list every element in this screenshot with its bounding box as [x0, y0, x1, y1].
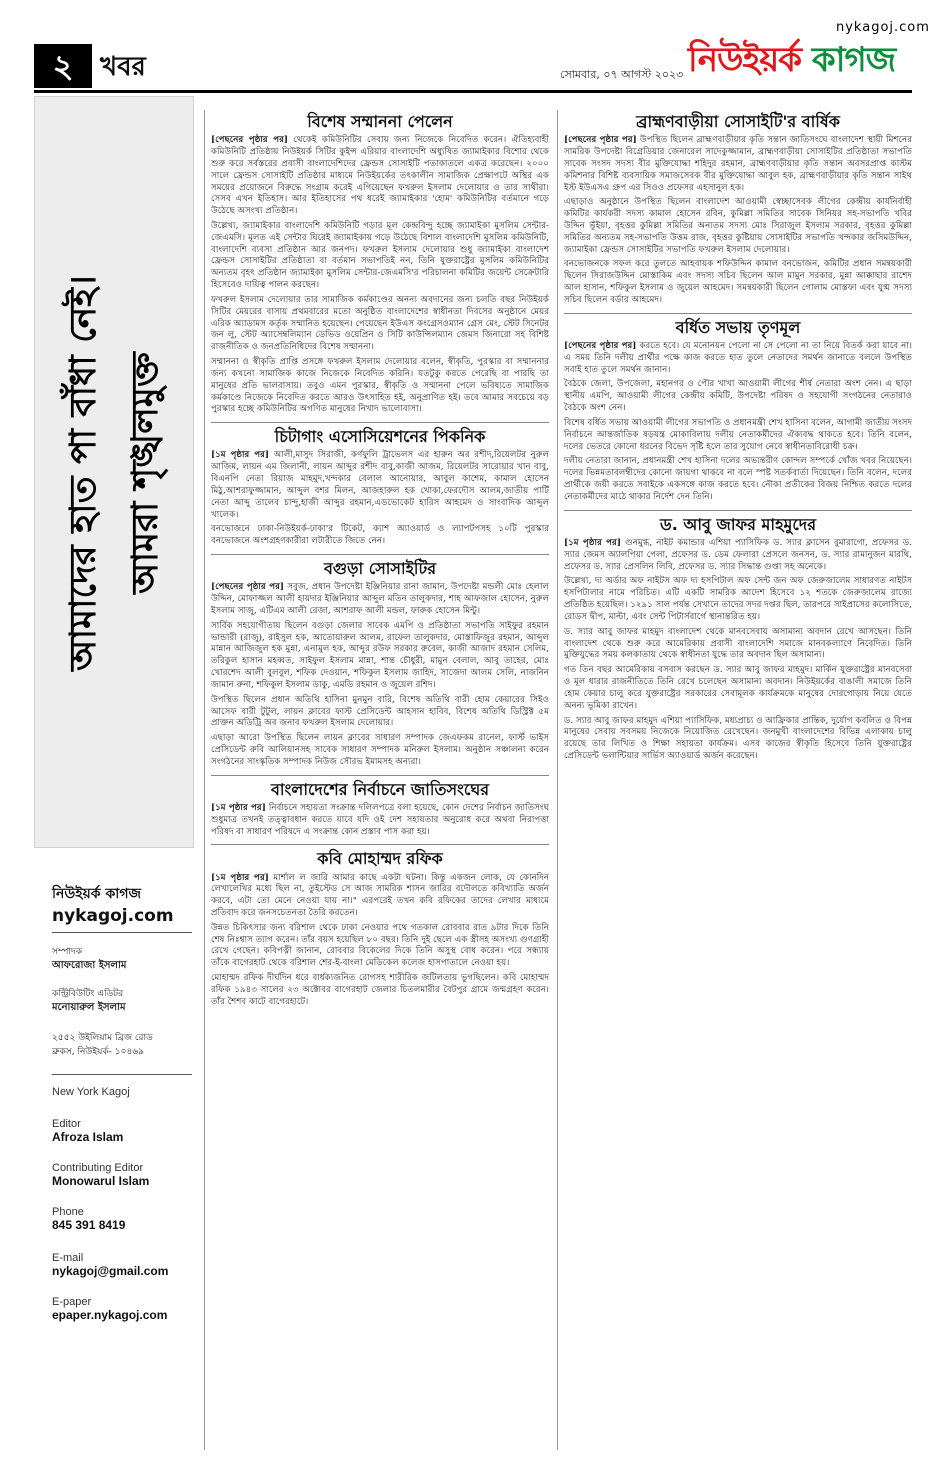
article-headline[interactable]: বিশেষ সম্মাননা পেলেন	[307, 112, 453, 131]
article-paragraph	[564, 259, 912, 306]
article-paragraph	[211, 621, 549, 692]
paragraph-text: বিশেষ বর্ধিত সভায় আওয়ামী লীগের সভাপতি ও প্রধানমন্ত্রী শেখ হাসিনা বলেন, আগামী জাতীয় সংসদ নির্বাচনে আন্তর্জাতিক ষড়যন্ত্র মোকাবিলায় দলীয় নেতাকর্মীদের ঐক্যবদ্ধ থাকতে হবে। তিনি বলেন, দলের ভেতরে কোনো ধরনের বিভেদ সৃষ্টি হলে তার সুযোগ নেবে স্বাধীনতাবিরোধী চক্র।	[564, 417, 912, 452]
en-contrib-label: Contributing Editor	[52, 1162, 144, 1174]
article-body	[211, 803, 549, 838]
slogan-line-2: আমরা শৃঙ্খলমুক্ত	[125, 352, 166, 594]
article-paragraph	[564, 197, 912, 256]
article-headline[interactable]: ব্রাহ্মণবাড়ীয়া সোসাইটি'র বার্ষিক	[636, 112, 840, 131]
paragraph-text: নির্বাচনে সহায়তা সংক্রান্ত দলিলপত্রে বলা হয়েছে, কোন দেশের নির্বাচন জাতিসংঘ শুধুমাত্র তখনই তত্ত্বাবধান করতে যাবে যদি ওই দেশ সহায়তার অনুরোধ করে অথবা নিরাপত্তা পরিষদ বা সাধারণ পরিষদে এ সংক্রান্ত কোন প্রস্তাব পাস করা হয়।	[211, 802, 549, 837]
article-paragraph	[211, 524, 549, 548]
paragraph-text: দলীয় নেতারা জানান, প্রধানমন্ত্রী শেখ হাসিনা দলের অভ্যন্তরীণ কোন্দল সম্পর্কে খোঁজ খবর নিয়েছেন। দলের ভিন্নমতাবলম্বীদের কোনো জায়গা থাকবে না বলে স্পষ্ট সতর্কবার্তা দিয়েছেন। তিনি বলেন, দলের প্রার্থীকে জয়ী করতে সবাইকে একসঙ্গে কাজ করতে হবে। নৌকা প্রতীকের বিজয় নিশ্চিত করতে দলের নেতাকর্মীদের মাঠে থাকার নির্দেশ দেন তিনি।	[564, 456, 912, 502]
article	[564, 313, 912, 504]
header-divider	[34, 90, 912, 93]
paragraph-text: সম্মাননা ও স্বীকৃতি প্রাপ্তি প্রসঙ্গে ফখরুল ইসলাম দেলোয়ার বলেন, স্বীকৃতি, পুরস্কার বা সম্মাননার জন্য কখনো সামাজিক কাজে নিজেকে নিবেদিত করিনি। যতটুকু করতে পেরেছি বা পারছি তা মানুষের প্রতি ভালবাসায়। তবুও এমন পুরস্কার, স্বীকৃতি ও সম্মাননা পেলে ভবিষ্যতে সামাজিক কর্মকাণ্ডে নিজেকে নিবেদিত করতে আরও উৎসাহিত হই, অনুপ্রাণিত হই। তবে আমার সবচেয়ে বড় পুরস্কার হচ্ছে কমিউনিটির অগণিত মানুষের নিখাদ ভালোবাসা।	[211, 357, 549, 415]
phone-number[interactable]: 845 391 8419	[52, 1218, 126, 1232]
paragraph-text: উল্লেখ্য, জ্যামাইকার বাংলাদেশি কমিউনিটি গড়ার মূল কেন্দ্রবিন্দু হচ্ছে জ্যামাইকা মুসলিম সেন্টার-জেএমসি। মূলত এই সেন্টার ঘিরেই জ্যামাইকায় গড়ে উঠেছে বিশাল বাংলাদেশি মুসলিম কমিউনিটি, বাংলাদেশি ব্যবসা প্রতিষ্ঠান আর জনপদ। ফখরুল ইসলাম দেলোয়ার শুধু জ্যামাইকা বাংলাদেশ ফ্রেন্ডস সোসাইটির প্রতিষ্ঠাতা বা বর্তমান সভাপতিই নন, তিনি যুক্তরাষ্ট্রের মুসলিম কমিউনিটির অন্যতম বৃহৎ প্রতিষ্ঠান জ্যামাইকা মুসলিম সেন্টার-জেএমসি'র পরিচালনা কমিটির জয়েন্ট সেক্রেটারি হিসেবেও দায়িত্ব পালন করছেন।	[211, 220, 549, 291]
left-sidebar	[34, 96, 194, 1446]
article-paragraph	[564, 576, 912, 623]
article-paragraph	[564, 456, 912, 503]
article-paragraph	[211, 582, 549, 617]
section-name: খবর	[100, 52, 146, 82]
issue-date: সোমবার, ০৭ আগস্ট ২০২৩	[560, 68, 684, 81]
article	[564, 112, 912, 307]
article-paragraph	[211, 803, 549, 838]
paragraph-text: উল্লেখ্য, দ্য অর্ডার অফ নাইটস অফ দ্য হসপিটাল অফ সেন্ট জন অফ জেরুজালেম সাধারণত নাইটস হসপিটালার নামে পরিচিত। এটি একটি সামরিক আদেশ হিসেবে ১২ শতকে জেরুজালেম রাজ্যে প্রতিষ্ঠিত হয়েছিল। ১২৯১ সাল পর্যন্ত সেখানে তাদের সদর দপ্তর ছিল, তারপরে সাইপ্রাসের কলোসিতে, রোডস দ্বীপ, মাল্টা, এবং সেন্ট পিটার্সবার্গে স্থানান্তরিত হয়।	[564, 576, 912, 622]
article-body	[564, 135, 912, 307]
article-paragraph	[211, 450, 549, 521]
paragraph-text: সার্বিক সহযোগীতায় ছিলেন বগুড়া জেলার সাবেক এমপি ও প্রতিষ্ঠাতা সভাপতি সাইফুর রহমান ভান্ডারী (রাজু), রাইসুল হক, আতোয়ারুল আলম, রাফেল তালুকদার, মোস্তাফিজুর রহমান, আব্দুল মান্নান আজিজুল হক মুন্না, এনামুল হক, আব্দুর রউফ সরকার রুবেল, কাজী আজাদ রহমান সেলিম, তরিকুল হাসান মহব্বত, সাইফুল ইসলাম মান্না, শান্ত চৌধুরী, মামুন বেলাল, আবু তাহের, মোঃ খোরশেদ আলী বুলবুল, শফিক দেওয়ান, শফিকুল ইসলাম জাহিদ, সাজেদা আলম সেলি, নাজনিন জামান রুনা, শফিকুল ইসলাম ডাকু, এমডি রহমান ও জুয়েল রশিদ।	[211, 620, 549, 690]
article-paragraph	[211, 973, 549, 1008]
imprint-url[interactable]: nykagoj.com	[52, 906, 174, 926]
en-phone	[52, 1206, 125, 1232]
continuation-marker: [১ম পৃষ্ঠার পর]	[211, 872, 269, 883]
article-paragraph	[211, 733, 549, 768]
paragraph-text: থেকেই কমিউনিটির সেবায় জন্য নিজেকে নিবেদিত করেন। ঐতিহ্যবাহী কমিউনিটি প্রতিষ্ঠায় নিউইয়র্ক সিটির কুইন্স এরিয়ার বাংলাদেশি অধ্যুষিত জ্যামাইকার বিশোর থেকে শুরু করে সর্বস্তরের প্রবাসী বাংলাদেশিদের ফ্রেন্ডস সোসাইটি পতাকাতলে একত্র করেছেন। ২০০০ সালে ফ্রেন্ডস সোসাইটি প্রতিষ্ঠার মাধ্যমে নিউইয়র্কের তৎকালীন সামাজিক প্রেক্ষাপটে অস্থির এক সময়ের প্রয়োজনে বিরুদ্ধে সংগ্রাম করেই এগিয়েছেন ফখরুল ইসলাম দেলোয়ার ও তার সাথীরা। সেসব এখন ইতিহাস। আর ইতিহাসের পথ ধরেই জ্যামাইকার 'হোম' কমিউনিটির বর্তমানে গড়ে উঠেছে অসংখ্য প্রতিষ্ঠান।	[211, 135, 549, 217]
paragraph-text: গত তিন বছর আমেরিকায় বসবাস করছেন ড. স্যার আবু জাফর মাহমুদ। মার্কিন যুক্তরাষ্ট্রের মানবসেবা ও মূল ধারার রাজনীতিতে তিনি রেখে চলেছেন অসামান্য অবদান। নিউইয়র্কের বাঙালী সমাজে তিনি হোম কেয়ার চালু করে যুক্তরাষ্ট্রের সরকারের সেবামূলক কার্যক্রমকে মানুষের দোরগোড়ায় নিয়ে যেতে অনন্য ভূমিকা রাখেন।	[564, 665, 912, 711]
contrib-label-bn: কন্ট্রিবিউটিং এডিটর	[52, 989, 124, 999]
paragraph-text: মোহাম্মদ রফিক দীর্ঘদিন ধরে বার্ধক্যজনিত রোগসহ শারীরিক জটিলতায় ভুগছিলেন। কবি মোহাম্মদ রফিক ১৯৪৩ সালের ২৩ অক্টোবর বাগেরহাট জেলার চিতলমারীর বৈটপুর গ্রামে জন্মগ্রহণ করেন। তাঁর শৈশব কাটে বাগেরহাটে।	[211, 973, 549, 1007]
masthead-word-1: নিউইয়র্ক	[688, 40, 802, 80]
article-divider	[211, 554, 549, 555]
article-paragraph	[211, 695, 549, 730]
slogan-text	[53, 123, 177, 823]
article-body	[564, 538, 912, 763]
article-body	[211, 135, 549, 416]
article	[211, 844, 549, 1008]
continuation-marker: [পেছনের পৃষ্ঠার পর]	[564, 340, 637, 351]
middle-column	[204, 110, 549, 1450]
article-divider	[564, 313, 912, 314]
paragraph-text: মার্শাল ল জারি আমার কাছে একটা ঘটনা। কিন্তু একজন লোক, যে কোনদিন লেখালেখির মধ্যে ছিল না, তুইস্টেড সে আজ সামরিক শাসন জারির বদৌলতে কবিখ্যাতি অর্জন করবে, এটা তো মেনে নেওয়া যায় না।" এরপরেই তখন কবি রফিকের তাদের লেখার মাধ্যমে প্রতিবাদ করে জনসচেতনতা তৈরি করতেন।	[211, 872, 549, 918]
article	[211, 775, 549, 839]
editor-label-bn: সম্পাদক	[52, 947, 83, 957]
article-paragraph	[564, 135, 912, 194]
article-body	[564, 341, 912, 504]
article-headline[interactable]: বগুড়া সোসাইটির	[323, 559, 437, 579]
article-paragraph	[564, 538, 912, 573]
article-paragraph	[211, 357, 549, 416]
article	[211, 422, 549, 548]
article-paragraph	[564, 627, 912, 662]
page-header	[0, 0, 945, 92]
continuation-marker: [পেছনের পৃষ্ঠার পর]	[211, 135, 289, 146]
article-divider	[211, 844, 549, 845]
en-paper-name	[52, 1086, 130, 1098]
imprint-divider	[52, 932, 192, 933]
right-column	[557, 110, 912, 1450]
imprint-paper-name: নিউইয়র্ক কাগজ	[52, 886, 142, 902]
article-paragraph	[564, 665, 912, 712]
article-body	[211, 450, 549, 548]
article-paragraph	[211, 135, 549, 218]
masthead-logo	[688, 34, 895, 91]
article-body	[211, 873, 549, 1009]
en-contrib-name: Monowarul Islam	[52, 1174, 150, 1188]
paragraph-text: উন্নত চিকিৎসার জন্য বরিশাল থেকে ঢাকা নেওয়ার পথে গতকাল রোববার রাত ৯টার দিকে তিনি শেষ নিঃশ্বাস ত্যাগ করেন। তাঁর বয়স হয়েছিল ৮০ বছর। তিনি দুই ছেলে এক স্ত্রীসহ অসংখ্য গুণগ্রাহী রেখে গেছেন। কবিপত্নী জানান, রোববার বিকেলের দিকে তিনি অসুস্থ বোধ করেন। পরে সন্ধ্যায় তাঁকে বাগেরহাট থেকে বরিশাল শের-ই-বাংলা মেডিকেল কলেজ হাসপাতালে নেওয়া হয়।	[211, 922, 549, 969]
article-divider	[211, 422, 549, 423]
article-headline[interactable]: বাংলাদেশের নির্বাচনে জাতিসংঘের	[270, 779, 490, 799]
continuation-marker: [পেছনের পৃষ্ঠার পর]	[211, 582, 285, 593]
imprint-divider-2	[52, 1074, 192, 1075]
paragraph-text: ফখরুল ইসলাম দেলোয়ার তার সামাজিক কর্মকাণ্ডের অনন্য অবদানের জন্য চলতি বছর নিউইয়র্ক সিটির মেয়রের বাসায় প্রথমবারের মতো অনুষ্ঠিত বাংলাদেশের স্বাধীনতা দিবসের অনুষ্ঠানে মেয়র এরিক অ্যাডামস কর্তৃক সম্মানিত হয়েছেন। পেয়েছেন ইউএস কংগ্রেসওম্যান গ্রেস মেং, স্টেট সিনেটর জন লু, স্টেট অ্যাসেম্বলিম্যান ডেভিড ওয়েপ্রিন ও সিটি কাউন্সিলম্যান জেমস জিনারো সহ বিশিষ্ট রাজনীতিক ও জনপ্রতিনিধিদের বিশেষ সম্মাননা।	[211, 294, 549, 353]
en-editor-label: Editor	[52, 1118, 81, 1130]
paragraph-text: এছাড়াও অনুষ্ঠানে উপস্থিত ছিলেন বাংলাদেশ আওয়ামী স্বেচ্ছাসেবক লীগের কেন্দ্রীয় কার্যনির্বাহী কমিটির কার্যকরী সদস্য কামাল হোসেন রবিন, কুমিল্লা সমিতির সাবেক সিনিয়র সহ-সভাপতি খবির উদ্দিন ভূঁইয়া, বৃহত্তর কুমিল্লা সমিতির অন্যতম সদস্য মোঃ সিরাজুল ইসলাম সরকার, বৃহত্তর কুমিল্লা সমিতির অন্যতম সহ-সভাপতি উত্তম রাজ, বৃহত্তর কুষ্টিয়ায় সোসাইটির সভাপতি খন্দকার জসিমউদ্দিন, জ্যামাইকা ফ্রেন্ডস সোসাইটির সভাপতি ফখরুল ইসলাম দেলোয়ার।	[564, 197, 912, 255]
paragraph-text: বৈঠকে জেলা, উপজেলা, মহানগর ও পৌর খাখা আওয়ামী লীগের শীর্ষ নেতারা অংশ নেন। এ ছাড়া স্থানীয় এমপি, আওয়ামী লীগের কেন্দ্রীয় কমিটি, উপদেষ্টা পরিষদ ও সহযোগী সংগঠনের নেতারাও বৈঠকে অংশ নেন।	[564, 379, 912, 414]
email-label: E-mail	[52, 1252, 84, 1264]
continuation-marker: [পেছনের পৃষ্ঠার পর]	[564, 135, 637, 146]
article	[211, 112, 549, 416]
epaper-label: E-paper	[52, 1296, 92, 1308]
article-headline[interactable]: চিটাগাং এসোসিয়েশনের পিকনিক	[274, 427, 486, 447]
article-divider	[211, 775, 549, 776]
en-epaper	[52, 1296, 167, 1322]
slogan-banner	[34, 96, 194, 848]
editor-name-bn: আফরোজা ইসলাম	[52, 960, 127, 971]
paragraph-text: করতে হবে। যে মনোনয়ন পেলো না সে পেলো না তা নিয়ে বিতর্ক করা যাবে না। এ সময় তিনি দলীয় প্রার্থীর পক্ষে কাজ করতে হাত তুলে নেতাদের সমর্থন জানাতে বললে উপস্থিত সবাই হাত তুলে সমর্থন জানান।	[564, 340, 912, 375]
paragraph-text: ড. স্যার আবু জাফর মাহমুদ বাংলাদেশ থেকে মানবসেবায় অসামান্য অবদান রেখে আসছেন। তিনি বাংলাদেশ থেকে শুরু করে আমেরিকায় প্রবাসী বাংলাদেশি সমাজে মানবকল্যাণে নিবেদিত। তিনি মুক্তিযুদ্ধের সময় কলকাতায় থেকে স্বাধীনতা যুদ্ধে তার অবদান ছিল অসামান্য।	[564, 626, 912, 661]
paragraph-text: উপস্থিত ছিলেন ব্রাহ্মণবাড়ীয়ার কৃতি সন্তান জাতিসংঘে বাংলাদেশ স্থায়ী মিশনের সামরিক উপদেষ্টা বিগ্রেডিয়ার জেনারেল সাদেকুজ্জামান, ব্রাহ্মণবাড়ীয়া সোসাইটির প্রতিষ্ঠাতা সভাপতি সাবেক সংসদ সদস্য বীর মুক্তিযোদ্ধা শহিদুর রহমান, ব্রাহ্মণবাড়ীয়ার কৃতি সন্তান অবসরপ্রাপ্ত কাস্টম কমিশনার বিশিষ্ট ব্যবসায়িক সমাজসেবক বীর মুক্তিযোদ্ধা আবুল হক, ব্রাহ্মণবাড়ীয়ার কৃতি সন্তান সাইথ ইস্ট ইউএসএ গ্রুপ এর সিওও প্রফেসর এহসানুল হক।	[564, 135, 912, 193]
paragraph-text: ড. স্যার আবু জাফর মাহমুদ এশিয়া প্যাসিফিক, মধ্যপ্রাচ্য ও আফ্রিকার প্রান্তিক, দুর্যোগ কবলিত ও বিপন্ন মানুষের সেবায় সবসময় নিজেকে নিয়োজিত রেখেছেন। জনমুখী বাংলাদেশের বিভিন্ন এলাকায় চালু রয়েছে তার লিখিত ও শিক্ষা সহায়তা কার্যক্রম। এসব কাজের স্বীকৃতি হিসেবে তিনি যুক্তরাষ্ট্রের প্রেসিডেন্ট ভলান্টিয়ার সার্ভিস অ্যাওয়ার্ড অর্জন করেছেন।	[564, 715, 912, 761]
article	[211, 554, 549, 769]
contrib-name-bn: মনোয়ারুল ইসলাম	[52, 1002, 126, 1013]
continuation-marker: [১ম পৃষ্ঠার পর]	[211, 802, 266, 813]
article-paragraph	[211, 873, 549, 920]
page-number: ২	[34, 44, 92, 88]
article-paragraph	[564, 341, 912, 376]
en-paper-name-text: New York Kagoj	[52, 1086, 130, 1098]
en-contrib	[52, 1162, 149, 1188]
article-paragraph	[564, 379, 912, 414]
article-paragraph	[211, 221, 549, 292]
paragraph-text: বনভোজনকে সফল করে তুলতে আহবায়ক শফিউদ্দিন কামাল বনভোজন, কমিটির প্রধান সমন্বয়কারী ছিলেন সিরাজউদ্দিন মোস্তাকিম এবং সদস্য সচিব ছিলেন আল মামুন সরকার, মুন্না আক্কাছার রাশেদ আল হাসান, শফিকুল ইসলাম ও জুয়েল আহমেদ। সমন্বয়কারী ছিলেন গোলাম মোস্তফা এবং যুগ্ম সদস্য সচিব ছিলেন বর্ডার আহমেদ।	[564, 259, 912, 305]
en-email	[52, 1252, 168, 1278]
article-body	[211, 582, 549, 768]
epaper-url[interactable]: epaper.nykagoj.com	[52, 1308, 168, 1322]
article-paragraph	[211, 295, 549, 354]
paragraph-text: বনভোজনে ঢাকা-নিউইয়র্ক-ঢাকা'র টিকেট, ক্যাশ অ্যাওয়ার্ড ও ল্যাপটপসহ ১০টি পুরস্কার বনভোজনে অংশগ্রহণকারীরা লটারীতে জিতে নেন।	[211, 524, 549, 547]
phone-label: Phone	[52, 1206, 84, 1218]
article-headline[interactable]: বর্ধিত সভায় তৃণমূল	[675, 317, 801, 337]
paragraph-text: এছাড়া আরো উপস্থিত ছিলেন লায়ন ক্লাবের সাধারণ সম্পাদক জেএফকম রানেল, ফার্স্ট ভাইস প্রেসিডেন্ট রুবি আলিয়ানসহ সাবেক সাধারণ সম্পাদক মনিরুল ইসলাম। অনুষ্ঠান সঞ্চালনা করেন সংগঠনের সাংস্কৃতিক সম্পাদক নিউজ সৌরভ ইমামসহ অন্যরা।	[211, 733, 549, 767]
en-editor-name: Afroza Islam	[52, 1130, 124, 1144]
article-paragraph	[564, 716, 912, 763]
address-line-1: ২৫৫২ উইলিয়াম ব্রিজ রোড	[52, 1033, 153, 1043]
paragraph-text: উপস্থিত ছিলেন প্রধান অতিথি হাসিনা মুনমুন বারি, বিশেষ অতিথি বারী হোম কেয়ারের সিইও আসেফ বারী টুটুল, লায়ন ক্লাবের ফাস্ট প্রেসিডেন্ট আহসান হাবিব, বিশেষ অতিথি ডিস্ট্রিক্ট ৫ম প্রাক্তন অডিট্রি অব জনাব ফখরুল ইসলাম দেলোয়ার।	[211, 694, 549, 729]
continuation-marker: [১ম পৃষ্ঠার পর]	[564, 537, 621, 548]
paragraph-text: গুনমুগ্ধ, নাইট কমান্ডার এশিয়া প্যাসিফিক ড. স্যার ক্লাসেন বুমারাগো, প্রফেসর ড. স্যার জেমস অ্যালপিয়া পেলা, প্রফেসর ড. ডেম ফেলারা প্রেসলে জনসন, ড. স্যার রামানুজন মারথি, প্রফেসর ড. স্যার প্রেসলিন লিবি, প্রফেসর ড. স্যার সিদ্ধান্ত গুপ্তা সহ অনেকে।	[564, 537, 912, 572]
address-line-2: ব্রুকস, নিউইয়র্ক- ১০৪৬৯	[52, 1047, 145, 1057]
masthead-word-2: কাগজ	[811, 40, 896, 80]
article-divider	[564, 510, 912, 511]
paragraph-text: সবুজ, প্রধান উপদেষ্টা ইঞ্জিনিয়ার রানা জামান, উপদেষ্টা মন্ডলী মোঃ হেলাল উদ্দিন, মোফাজ্জল আলী হায়দার ইঞ্জিনিয়ার আব্দুল মতিন তালুকদার, শাহ আফজাল হোসেন, নুরুল ইসলাম সাজু, এটিএম আলী রেজা, আশরাফ আলী মন্ডল, ফারুক হোসেন মিন্টু।	[211, 582, 549, 616]
en-editor	[52, 1118, 123, 1144]
article-paragraph	[564, 418, 912, 453]
continuation-marker: [১ম পৃষ্ঠার পর]	[211, 450, 270, 461]
slogan-line-1: আমাদের হাত পা বাঁধা নেই।	[63, 275, 104, 671]
email-address[interactable]: nykagoj@gmail.com	[52, 1264, 169, 1278]
article	[564, 510, 912, 763]
article-headline[interactable]: কবি মোহাম্মদ রফিক	[317, 849, 443, 869]
article-headline[interactable]: ড. আবু জাফর মাহমুদের	[659, 514, 817, 534]
article-paragraph	[211, 923, 549, 970]
paragraph-text: আলী,মাসুদ সিরাজী, কর্ণফুলি ট্রাভেলস এর হারুন অর রশীদ,রিয়েলটর নুরুল আজিম, লায়ন এম জিলানী, লায়ন আব্দুর রশীদ বাবু,কাজী আজম, রিয়েলটর সারোয়ার খান বাবু, বিএনপি নেতা রিয়াজ মাহমুদ,খন্দকার বেলাল আনোয়ার, আবুল কাশেম, কামাল হোসেন মিঠু,আশরাফুজ্জামান, আব্দুল বশর মিলন, আজহারুল হক খোকা,ফেরদৌস আলম,জাতীয় পার্টি নেতা আব্দু তালেব চান্দু,হাজী আব্দুর রহমান,এডভোকেট হারিস আহমেদ ও সাংবাদিক আব্দুল খালেক।	[211, 450, 549, 520]
masthead-url[interactable]: nykagoj.com	[836, 20, 930, 35]
